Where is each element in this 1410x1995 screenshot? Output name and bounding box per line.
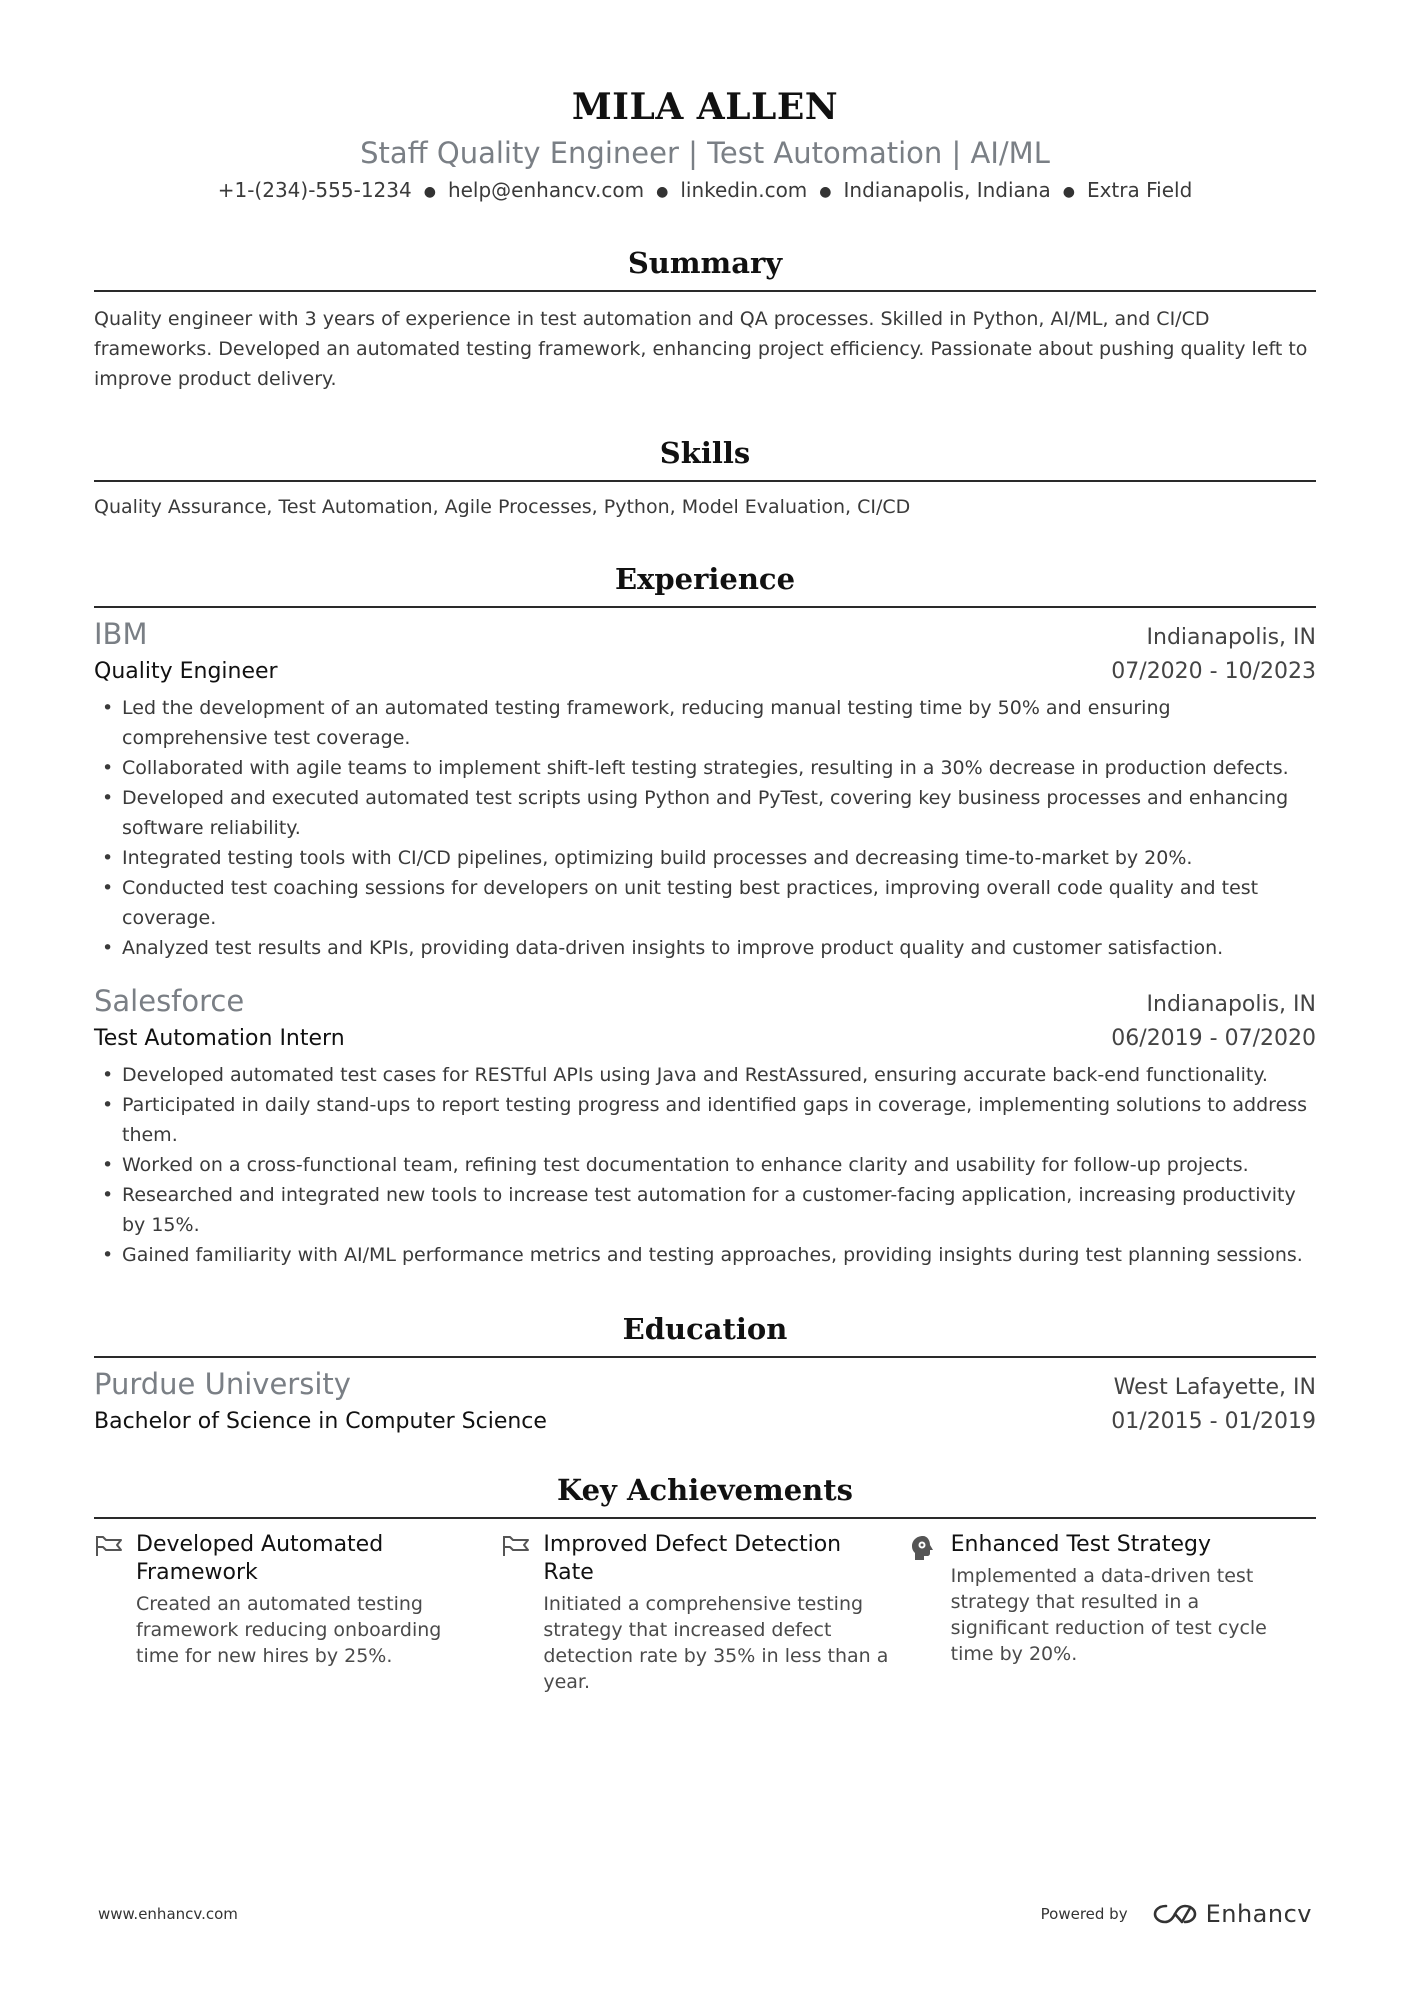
education-header-row xyxy=(94,1366,1316,1405)
contact-linkedin[interactable]: linkedin.com xyxy=(680,178,808,202)
achievement-title: Developed Automated Framework xyxy=(136,1531,384,1585)
job-role-row xyxy=(94,655,1316,689)
flag-icon xyxy=(94,1531,136,1695)
section-divider xyxy=(94,606,1316,608)
section-title-education: Education xyxy=(622,1311,788,1346)
flag-icon xyxy=(501,1531,543,1695)
summary-section xyxy=(94,244,1316,394)
section-divider xyxy=(94,480,1316,482)
bullet-item: • Worked on a cross-functional team, refining test documentation to enhance clarity and usability for follow-up projects. xyxy=(94,1150,1316,1180)
powered-by-label: Powered by xyxy=(1040,1905,1128,1923)
achievement-body xyxy=(543,1531,908,1695)
education-location: West Lafayette, IN xyxy=(1113,1374,1316,1400)
separator-dot: ● xyxy=(423,183,436,200)
bullet-item: • Developed and executed automated test scripts using Python and PyTest, covering key business processes and enhancing software reliability. xyxy=(94,783,1316,843)
section-title-summary: Summary xyxy=(627,245,783,280)
achievement-title: Improved Defect Detection Rate xyxy=(543,1531,842,1585)
job-role: Quality Engineer xyxy=(94,658,278,684)
achievement-body xyxy=(136,1531,501,1695)
bullet-item: • Gained familiarity with AI/ML performance metrics and testing approaches, providing insights during test planning sessions. xyxy=(94,1240,1316,1270)
section-title-achievements: Key Achievements xyxy=(557,1472,853,1507)
resume-header xyxy=(94,0,1316,206)
job-header-row xyxy=(94,616,1316,655)
skills-section xyxy=(94,434,1316,522)
footer-website[interactable]: www.enhancv.com xyxy=(98,1905,238,1923)
achievement-title: Enhanced Test Strategy xyxy=(950,1531,1212,1557)
job-entry-salesforce xyxy=(94,983,1316,1270)
achievement-item xyxy=(909,1531,1316,1695)
head-icon xyxy=(909,1531,951,1695)
job-company: Salesforce xyxy=(94,983,245,1018)
job-role: Test Automation Intern xyxy=(94,1025,345,1051)
brand-name: Enhancv xyxy=(1205,1900,1312,1928)
job-bullets xyxy=(94,1060,1316,1270)
job-location: Indianapolis, IN xyxy=(1146,624,1316,650)
bullet-item: • Analyzed test results and KPIs, providing data-driven insights to improve product quality and customer satisfaction. xyxy=(94,933,1316,963)
bullet-item: • Led the development of an automated testing framework, reducing manual testing time by 50% and ensuring comprehensive test coverage. xyxy=(94,693,1316,753)
job-header-row xyxy=(94,983,1316,1022)
job-dates: 07/2020 - 10/2023 xyxy=(1111,658,1316,684)
enhancv-logo[interactable] xyxy=(1152,1900,1312,1928)
bullet-item: • Conducted test coaching sessions for developers on unit testing best practices, improving overall code quality and test coverage. xyxy=(94,873,1316,933)
contact-email[interactable]: help@enhancv.com xyxy=(447,178,645,202)
separator-dot: ● xyxy=(656,183,669,200)
candidate-name: MILA ALLEN xyxy=(571,86,839,128)
page-footer xyxy=(98,1900,1312,1928)
achievement-desc: Created an automated testing framework reducing onboarding time for new hires by 25%. xyxy=(136,1592,442,1667)
education-entry xyxy=(94,1366,1316,1439)
bullet-item: • Integrated testing tools with CI/CD pipelines, optimizing build processes and decreasing time-to-market by 20%. xyxy=(94,843,1316,873)
section-title-skills: Skills xyxy=(659,435,751,470)
achievement-desc: Implemented a data-driven test strategy that resulted in a significant reduction of test cycle time by 20%. xyxy=(950,1564,1267,1665)
summary-text: Quality engineer with 3 years of experience in test automation and QA processes. Skilled in Python, AI/ML, and CI/CD frameworks. Developed an automated testing framework, enhancing project efficiency. Passionate about pushing quality left to improve product delivery. xyxy=(94,307,1308,390)
education-degree-row xyxy=(94,1405,1316,1439)
achievement-body xyxy=(951,1531,1316,1695)
bullet-item: • Researched and integrated new tools to increase test automation for a customer-facing application, increasing productivity by 15%. xyxy=(94,1180,1316,1240)
section-divider xyxy=(94,290,1316,292)
contact-line xyxy=(94,176,1316,206)
bullet-item: • Participated in daily stand-ups to report testing progress and identified gaps in coverage, implementing solutions to address them. xyxy=(94,1090,1316,1150)
experience-section xyxy=(94,560,1316,1270)
education-section xyxy=(94,1310,1316,1439)
contact-extra: Extra Field xyxy=(1086,178,1193,202)
job-dates: 06/2019 - 07/2020 xyxy=(1111,1025,1316,1051)
job-bullets xyxy=(94,693,1316,963)
job-entry-ibm xyxy=(94,616,1316,963)
education-school: Purdue University xyxy=(94,1366,351,1401)
job-role-row xyxy=(94,1022,1316,1056)
bullet-item: • Developed automated test cases for RESTful APIs using Java and RestAssured, ensuring accurate back-end functionality. xyxy=(94,1060,1316,1090)
job-location: Indianapolis, IN xyxy=(1146,991,1316,1017)
achievement-item xyxy=(501,1531,908,1695)
contact-phone: +1-(234)-555-1234 xyxy=(217,178,412,202)
bullet-item: • Collaborated with agile teams to implement shift-left testing strategies, resulting in a 30% decrease in production defects. xyxy=(94,753,1316,783)
enhancv-logo-icon xyxy=(1152,1902,1198,1926)
achievements-grid xyxy=(94,1531,1316,1695)
education-degree: Bachelor of Science in Computer Science xyxy=(94,1408,547,1434)
job-company: IBM xyxy=(94,616,148,651)
candidate-title: Staff Quality Engineer | Test Automation | AI/ML xyxy=(360,136,1050,170)
skills-text: Quality Assurance, Test Automation, Agile Processes, Python, Model Evaluation, CI/CD xyxy=(94,495,911,518)
education-dates: 01/2015 - 01/2019 xyxy=(1111,1408,1316,1434)
achievements-section xyxy=(94,1471,1316,1695)
separator-dot: ● xyxy=(819,183,832,200)
section-title-experience: Experience xyxy=(614,561,796,596)
achievement-desc: Initiated a comprehensive testing strategy that increased defect detection rate by 35% in less than a year. xyxy=(543,1592,889,1693)
separator-dot: ● xyxy=(1062,183,1075,200)
footer-branding xyxy=(1041,1900,1312,1928)
section-divider xyxy=(94,1356,1316,1358)
section-divider xyxy=(94,1517,1316,1519)
contact-location: Indianapolis, Indiana xyxy=(843,178,1051,202)
achievement-item xyxy=(94,1531,501,1695)
